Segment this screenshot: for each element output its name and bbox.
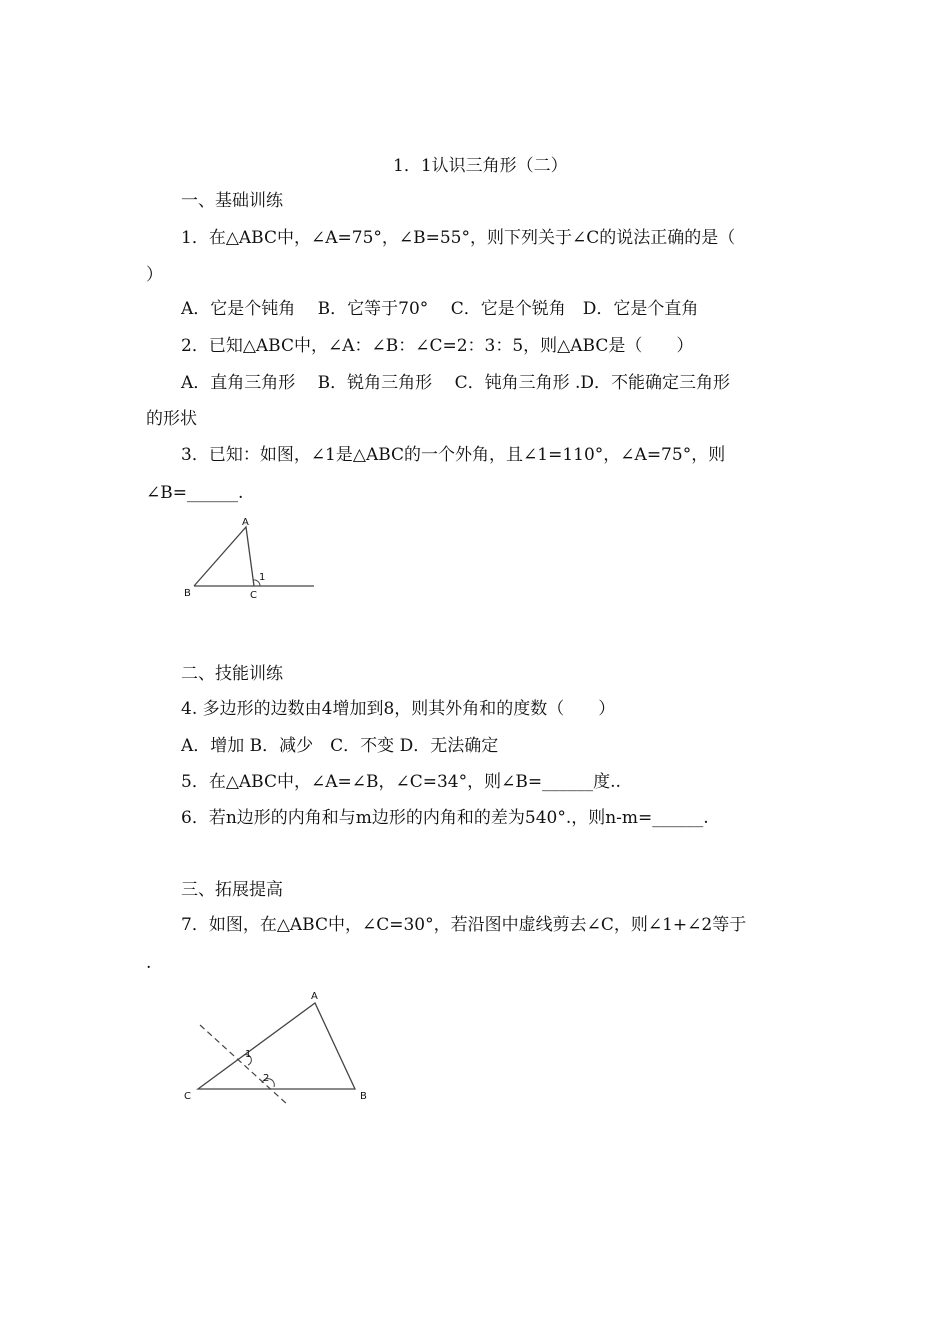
- section-heading-basic: 一、基础训练: [181, 191, 283, 211]
- question-1-line1: 1．在△ABC中，∠A=75°，∠B=55°，则下列关于∠C的说法正确的是（: [181, 228, 736, 248]
- vertex-label-c: C: [184, 1091, 191, 1102]
- question-2-stem: 2．已知△ABC中，∠A：∠B：∠C=2：3：5，则△ABC是（ ）: [181, 336, 694, 356]
- vertex-label-a: A: [311, 991, 318, 1002]
- angle-label-1: 1: [259, 572, 266, 583]
- question-6-stem: 6．若n边形的内角和与m边形的内角和的差为540°.，则n-m=______.: [181, 808, 709, 828]
- section-heading-extension: 三、拓展提高: [181, 880, 283, 900]
- question-2-options-cont: 的形状: [146, 409, 197, 429]
- triangle-abc-cut: [198, 1003, 355, 1089]
- question-3-line2: ∠B=______.: [146, 483, 244, 503]
- vertex-label-b: B: [184, 588, 191, 599]
- question-1-line2: ）: [146, 265, 163, 285]
- figure-exterior-angle: [180, 512, 320, 604]
- question-1-options: A．它是个钝角 B．它等于70° C．它是个锐角 D．它是个直角: [181, 299, 699, 319]
- section-heading-skills: 二、技能训练: [181, 664, 283, 684]
- question-7-line2: .: [146, 953, 152, 973]
- vertex-label-a: A: [242, 517, 249, 528]
- question-5-stem: 5．在△ABC中，∠A=∠B，∠C=34°，则∠B=______度..: [181, 772, 621, 792]
- question-4-stem: 4. 多边形的边数由4增加到8，则其外角和的度数（ ）: [181, 699, 616, 719]
- question-2-options: A．直角三角形 B．锐角三角形 C．钝角三角形 .D．不能确定三角形: [181, 373, 731, 393]
- cut-dashed-line: [200, 1025, 288, 1105]
- vertex-label-b: B: [360, 1091, 367, 1102]
- vertex-label-c: C: [250, 590, 257, 601]
- angle-label-2: 2: [263, 1073, 270, 1084]
- triangle-abc-lines: [194, 527, 254, 586]
- question-4-options: A．增加 B．减少 C．不变 D．无法确定: [181, 736, 499, 756]
- question-7-line1: 7．如图，在△ABC中，∠C=30°，若沿图中虚线剪去∠C，则∠1+∠2等于: [181, 915, 747, 935]
- figure-cut-angle: [180, 985, 380, 1105]
- question-3-line1: 3．已知：如图，∠1是△ABC的一个外角，且∠1=110°，∠A=75°，则: [181, 445, 726, 465]
- angle-label-1: 1: [245, 1049, 252, 1060]
- page-title: 1．1认识三角形（二）: [393, 156, 568, 176]
